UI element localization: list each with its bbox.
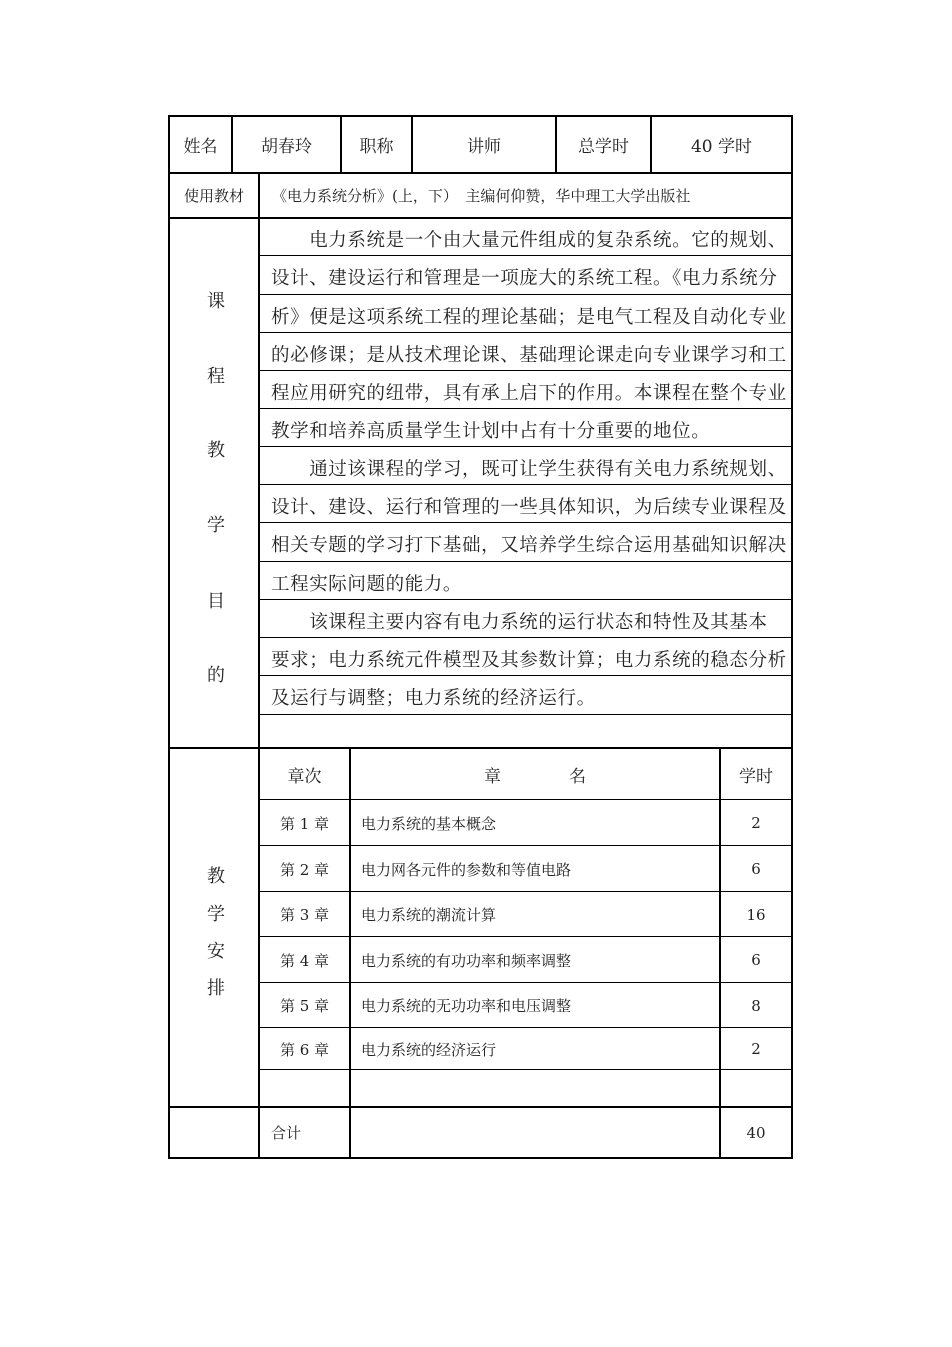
schedule-label-char: 教 <box>207 866 225 887</box>
text-rule <box>259 599 792 600</box>
hours-cell: 6 <box>751 951 761 969</box>
objective-text-line: 及运行与调整；电力系统的经济运行。 <box>271 688 596 709</box>
text-rule <box>259 561 792 562</box>
chapter-name-cell: 电力系统的基本概念 <box>361 814 497 833</box>
hours-cell: 2 <box>751 814 761 832</box>
chapter-cell: 第 1 章 <box>279 814 330 833</box>
chapter-cell: 第 5 章 <box>279 997 330 1015</box>
objective-text-line: 教学和培养高质量学生计划中占有十分重要的地位。 <box>271 421 711 442</box>
chapter-name-cell: 电力系统的经济运行 <box>361 1040 497 1059</box>
chapter-name-cell: 电力系统的无功功率和电压调整 <box>361 997 572 1015</box>
title-label: 职称 <box>359 137 394 157</box>
text-rule <box>259 484 792 485</box>
name-label: 姓名 <box>183 137 218 157</box>
objective-text-line: 设计、建设运行和管理是一项庞大的系统工程。《电力系统分 <box>271 268 778 289</box>
hours-cell: 8 <box>751 996 761 1015</box>
objectives-label-char: 目 <box>207 591 225 612</box>
objectives-label-char: 课 <box>207 291 225 312</box>
objective-text-line: 析》便是这项系统工程的理论基础；是电气工程及自动化专业 <box>271 307 787 328</box>
objective-text-line: 该课程主要内容有电力系统的运行状态和特性及其基本 <box>271 612 768 633</box>
hours-cell: 2 <box>751 1040 761 1058</box>
text-rule <box>259 294 792 295</box>
row-divider <box>168 217 793 219</box>
hours-cell: 6 <box>751 860 761 878</box>
objective-text-line: 电力系统是一个由大量元件组成的复杂系统。它的规划、 <box>271 230 787 251</box>
textbook-label: 使用教材 <box>183 187 244 205</box>
chapter-name-cell: 电力系统的潮流计算 <box>361 906 497 924</box>
chapter-cell: 第 2 章 <box>279 860 330 879</box>
name-value: 胡春玲 <box>261 137 312 157</box>
name-column-header: 章 名 <box>484 766 586 787</box>
title-value: 讲师 <box>467 137 501 157</box>
text-rule <box>259 637 792 638</box>
text-rule <box>259 446 792 447</box>
chapter-name-cell: 电力系统的有功功率和频率调整 <box>361 951 572 970</box>
schedule-label-char: 排 <box>207 978 225 999</box>
objective-text-line: 程应用研究的纽带，具有承上启下的作用。本课程在整个专业 <box>271 383 787 404</box>
objectives-label-char: 教 <box>207 440 225 461</box>
objective-text-line: 工程实际问题的能力。 <box>271 574 463 595</box>
row-divider <box>168 1106 793 1108</box>
text-rule <box>259 332 792 333</box>
total-hours-label: 总学时 <box>578 137 629 157</box>
text-rule <box>259 255 792 256</box>
objectives-label-char: 的 <box>207 665 225 686</box>
col-divider <box>349 748 351 1159</box>
objective-text-line: 相关专题的学习打下基础，又培养学生综合运用基础知识解决 <box>271 535 787 556</box>
schedule-label-char: 安 <box>207 941 225 962</box>
text-rule <box>259 370 792 371</box>
objectives-label-char: 程 <box>207 366 225 387</box>
chapter-cell: 第 3 章 <box>279 906 330 924</box>
chapter-cell: 第 6 章 <box>279 1040 330 1059</box>
text-rule <box>259 522 792 523</box>
row-divider <box>259 1069 792 1070</box>
text-rule <box>259 408 792 409</box>
text-rule <box>259 675 792 676</box>
total-label: 合计 <box>271 1124 302 1142</box>
objective-text-line: 的必修课；是从技术理论课、基础理论课走向专业课学习和工 <box>271 345 787 366</box>
objectives-label-char: 学 <box>207 515 225 536</box>
objective-text-line: 通过该课程的学习，既可让学生获得有关电力系统规划、 <box>271 459 787 480</box>
total-value: 40 <box>746 1123 766 1142</box>
total-hours-value: 40 学时 <box>690 137 753 157</box>
objective-text-line: 设计、建设、运行和管理的一些具体知识，为后续专业课程及 <box>271 497 787 518</box>
chapter-cell: 第 4 章 <box>279 951 330 970</box>
col-divider <box>258 172 260 219</box>
chapter-column-header: 章次 <box>287 766 322 787</box>
objective-text-line: 要求；电力系统元件模型及其参数计算；电力系统的稳态分析 <box>271 650 787 671</box>
text-rule <box>259 714 792 715</box>
hours-cell: 16 <box>746 905 766 924</box>
chapter-name-cell: 电力网各元件的参数和等值电路 <box>361 860 572 879</box>
textbook-value: 《电力系统分析》(上，下） 主编何仰赞，华中理工大学出版社 <box>272 187 691 205</box>
schedule-label-char: 学 <box>207 904 225 925</box>
hours-column-header: 学时 <box>739 766 773 787</box>
